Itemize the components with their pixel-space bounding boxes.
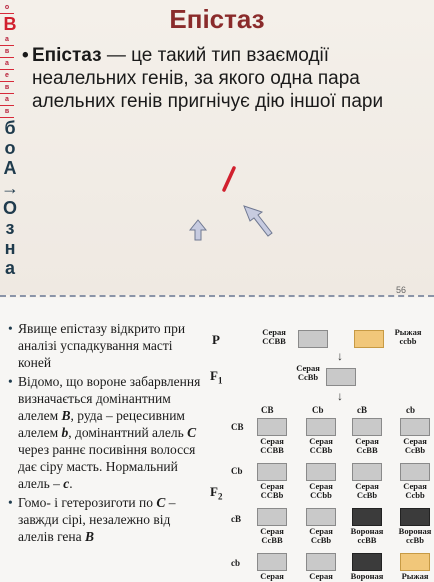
diagonal-arrow-icon — [244, 206, 272, 236]
phenotype-label: Серая — [403, 481, 427, 491]
definition-text: — це такий тип взаємодії неалельних генів, за якого одна пара алельних генів пригнічує дію іншої пари — [32, 45, 384, 112]
genotype-label: CCBb — [260, 490, 284, 500]
phenotype-label: Серая — [309, 571, 333, 581]
punnett-caption — [387, 572, 434, 581]
punnett-swatch — [400, 418, 430, 436]
page-number: 56 — [396, 285, 407, 295]
punnett-caption — [387, 437, 434, 455]
gamete-header: Cb — [312, 405, 324, 415]
parent1-caption: Серая CCBB — [262, 327, 286, 346]
bullet-list — [8, 320, 206, 547]
gamete-row-header: cb — [231, 558, 240, 568]
punnett-caption — [244, 482, 300, 500]
genotype-label: ccBB — [357, 535, 377, 545]
parent1-swatch — [298, 330, 328, 348]
slide-divider — [0, 295, 434, 297]
punnett-swatch — [352, 553, 382, 571]
phenotype-label: Серая — [309, 436, 333, 446]
side-tiny-letter: в — [0, 106, 14, 118]
p-label: P — [212, 332, 220, 347]
parent2-swatch — [354, 330, 384, 348]
side-tiny-letter: о — [0, 2, 14, 14]
phenotype-label: Рыжая — [401, 571, 429, 581]
genotype-label: CCbb — [310, 490, 332, 500]
punnett-caption — [244, 572, 300, 581]
f1-label: $F_1$ — [210, 368, 223, 386]
gamete-row-header: cB — [231, 514, 241, 524]
f1-caption: Серая CcBb — [296, 363, 320, 382]
punnett-caption — [244, 437, 300, 455]
gamete-row-header: CB — [231, 422, 244, 432]
side-big-letter: О — [2, 198, 17, 218]
punnett-caption — [387, 482, 434, 500]
side-text-strip — [0, 2, 19, 292]
genotype-label: CcBB — [261, 535, 283, 545]
bullet-dot: • — [22, 45, 29, 66]
punnett-swatch — [306, 418, 336, 436]
phenotype-label: Серая — [260, 526, 284, 536]
side-big-letter: В — [3, 14, 17, 34]
side-big-letter: б — [4, 118, 16, 138]
side-big-letter: → — [1, 178, 19, 198]
punnett-swatch — [400, 553, 430, 571]
bullet-item: • Відомо, що вороне забарвлення визначається домінантним алелем B, руда – рецесивним алелем b, домінантний алель C через раннє посивіння волосся дає сіру масть. Нормальний алель – c. — [8, 373, 206, 492]
phenotype-label: Вороная — [350, 526, 384, 536]
up-arrow-icon — [190, 220, 206, 240]
phenotype-label: Серая — [355, 481, 379, 491]
side-big-letter: з — [5, 218, 15, 238]
phenotype-label: Серая — [309, 481, 333, 491]
punnett-swatch — [352, 508, 382, 526]
definition-term: Епістаз — [32, 45, 102, 66]
phenotype-label: Вороная — [350, 571, 384, 581]
phenotype-label: Серая — [260, 436, 284, 446]
genotype-label: Ccbb — [405, 490, 425, 500]
bullet-item: • Явище епістазу відкрито при аналізі успадкування масті коней — [8, 320, 206, 371]
phenotype-label: Серая — [260, 481, 284, 491]
punnett-swatch — [257, 553, 287, 571]
side-tiny-letter: в — [0, 46, 14, 58]
definition-bullet — [22, 44, 427, 113]
side-big-letter: о — [4, 138, 16, 158]
genotype-label: CcBB — [356, 445, 378, 455]
genotype-label: CcBb — [356, 490, 378, 500]
genotype-label: CCBB — [260, 445, 284, 455]
side-tiny-letter: а — [0, 58, 14, 70]
f1-swatch — [326, 368, 356, 386]
phenotype-label: Серая — [355, 436, 379, 446]
slide-bottom — [0, 298, 434, 582]
decorative-arrows — [180, 160, 290, 250]
genotype-label: CcBb — [310, 535, 332, 545]
punnett-swatch — [257, 508, 287, 526]
bullet-item: • Гомо- і гетерозиготи по C – завжди сірі, незалежно від алелів гена B — [8, 494, 206, 545]
side-big-letter: А — [3, 158, 17, 178]
f2-label: $F_2$ — [210, 484, 223, 502]
phenotype-label: Серая — [260, 571, 284, 581]
side-tiny-letter: е — [0, 70, 14, 82]
punnett-caption — [387, 527, 434, 545]
genotype-label: CCBb — [309, 445, 333, 455]
gamete-header: cb — [406, 405, 415, 415]
gamete-header: CB — [261, 405, 274, 415]
punnett-swatch — [400, 463, 430, 481]
genotype-label: CcBb — [404, 445, 426, 455]
side-big-letter: н — [4, 238, 16, 258]
genotype-label: ccBb — [406, 535, 424, 545]
punnett-swatch — [306, 463, 336, 481]
phenotype-label: Вороная — [398, 526, 432, 536]
punnett-swatch — [352, 463, 382, 481]
arrow-down-icon: ↓ — [337, 349, 343, 363]
punnett-caption — [244, 527, 300, 545]
punnett-swatch — [400, 508, 430, 526]
gamete-row-header: Cb — [231, 466, 243, 476]
side-tiny-letter: в — [0, 82, 14, 94]
parent2-caption: Рыжая ccbb — [394, 327, 422, 346]
punnett-swatch — [352, 418, 382, 436]
side-tiny-letter: а — [0, 34, 14, 46]
arrow-down-icon: ↓ — [337, 389, 343, 403]
punnett-swatch — [257, 418, 287, 436]
side-big-letter: а — [4, 258, 15, 278]
red-stroke — [224, 168, 234, 190]
punnett-swatch — [306, 508, 336, 526]
slide-title: Епістаз — [169, 4, 265, 34]
side-tiny-letter: а — [0, 94, 14, 106]
punnett-swatch — [306, 553, 336, 571]
phenotype-label: Серая — [403, 436, 427, 446]
punnett-swatch — [257, 463, 287, 481]
gamete-header: cB — [357, 405, 367, 415]
phenotype-label: Серая — [309, 526, 333, 536]
